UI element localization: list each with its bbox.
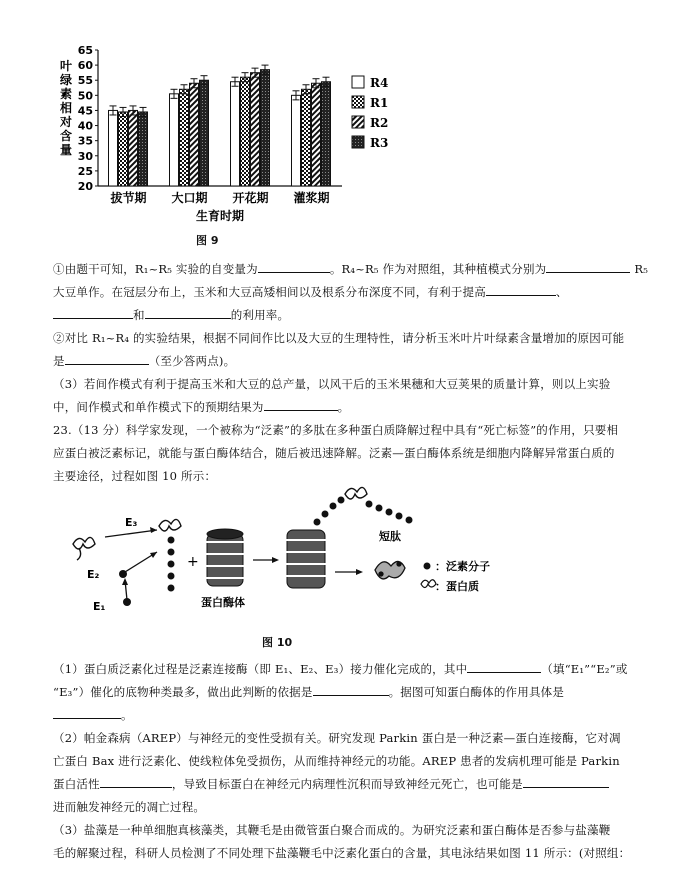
bar-r2-3 <box>312 83 321 186</box>
bar-r4-2 <box>231 82 240 186</box>
y-tick-label: 55 <box>77 74 93 88</box>
text: 。 <box>121 708 133 722</box>
text: ①由题干可知，R₁~R₅ 实验的自变量为 <box>53 262 258 276</box>
legend-label: R4 <box>370 76 389 90</box>
y-tick-label: 60 <box>77 59 93 73</box>
q23-1-line-1 <box>53 658 665 681</box>
e2-label: E₂ <box>87 568 100 581</box>
e3-arrow <box>105 530 157 537</box>
answer-blank[interactable] <box>258 260 330 273</box>
q22-line-2 <box>53 281 665 304</box>
bar-r3-0 <box>139 112 148 186</box>
answer-blank[interactable] <box>313 683 389 696</box>
q22-line-4: ②对比 R₁~R₄ 的实验结果，根据不同间作比以及大豆的生理特性，请分析玉米叶片叶绿素含量增加的原因可能 <box>53 331 625 345</box>
figure-10-caption: 图 10 <box>262 636 293 649</box>
answer-blank[interactable] <box>100 775 172 788</box>
x-category-label: 大口期 <box>171 191 208 205</box>
q22-line-5 <box>53 350 665 373</box>
q23-intro-2: 应蛋白被泛素标记，就能与蛋白酶体结合，随后被迅速降解。泛素—蛋白酶体系统是细胞内降解异常蛋白质的 <box>53 446 615 460</box>
legend-ubiquitin: ：泛素分子 <box>435 560 490 573</box>
text: 。R₄~R₅ 作为对照组，其种植模式分别为 <box>329 262 547 276</box>
bar-r1-3 <box>302 89 311 186</box>
text: （填“E₁”“E₂”或 <box>541 662 628 676</box>
q23-1-line-3 <box>53 704 665 727</box>
x-category-label: 拔节期 <box>110 191 147 205</box>
text: 的利用率。 <box>230 308 290 322</box>
q23-2-line-1: （2）帕金森病（AREP）与神经元的变性受损有关。研究发现 Parkin 蛋白是一种泛素—蛋白连接酶，它对凋 <box>53 731 621 745</box>
y-axis-label-char: 素 <box>59 87 73 101</box>
legend-label: R3 <box>370 136 389 150</box>
text: R₅ <box>634 262 649 276</box>
answer-blank[interactable] <box>523 775 609 788</box>
bar-r1-0 <box>119 112 128 186</box>
answer-blank[interactable] <box>53 706 121 719</box>
y-tick-label: 25 <box>77 164 93 178</box>
q23-3-line-2: 毛的解聚过程，科研人员检测了不同处理下盐藻鞭毛中泛素化蛋白的含量，其电泳结果如图 11 所示：(对照组： <box>53 846 631 860</box>
q23-2-line-4: 进而触发神经元的凋亡过程。 <box>53 800 206 814</box>
protein-icon-left <box>73 537 95 560</box>
bar-r2-1 <box>190 83 199 186</box>
answer-blank[interactable] <box>467 660 541 673</box>
y-tick-label: 40 <box>77 119 93 133</box>
bar-r1-2 <box>241 77 250 186</box>
text: （至少答两点)。 <box>148 354 236 368</box>
y-tick-label: 45 <box>77 104 93 118</box>
text: （1）蛋白质泛素化过程是泛素连接酶（即 E₁、E₂、E₃）接力催化完成的，其中 <box>53 662 468 676</box>
q23-2-line-2: 亡蛋白 Bax 进行泛素化、使线粒体免受损伤，从而维持神经元的功能。AREP 患者的发病机理可能是 Parkin <box>53 754 620 768</box>
legend-label: R1 <box>370 96 389 110</box>
text: 。 <box>337 400 350 414</box>
proteasome-label: 蛋白酶体 <box>201 596 245 609</box>
legend-protein-icon <box>421 580 436 588</box>
legend-swatch-r1 <box>352 96 364 108</box>
bar-r2-0 <box>129 110 138 186</box>
y-axis-label-char: 相 <box>59 101 73 115</box>
y-tick-label: 65 <box>77 44 93 57</box>
q23-3-line-1: （3）盐藻是一种单细胞真核藻类，其鞭毛是由微管蛋白聚合而成的。为研究泛素和蛋白酶体是否参与盐藻鞭 <box>53 823 611 837</box>
bar-r3-3 <box>322 82 331 186</box>
text: 和 <box>133 308 145 322</box>
proteasome-icon <box>205 529 245 586</box>
y-axis-label-char: 对 <box>59 115 73 129</box>
ubiquitin-proteasome-diagram <box>55 482 535 632</box>
text: 蛋白活性 <box>53 777 100 791</box>
answer-blank[interactable] <box>486 283 556 296</box>
bar-r4-1 <box>170 94 179 186</box>
y-axis-label-char: 绿 <box>59 73 73 87</box>
text: 大豆单作。在冠层分布上，玉米和大豆高矮相间以及根系分布深度不同，有利于提高 <box>53 285 486 299</box>
q22-line-1 <box>53 258 665 281</box>
x-category-label: 灌浆期 <box>293 191 330 205</box>
y-axis-label-char: 量 <box>59 143 73 157</box>
text: “E₃”）催化的底物种类最多，做出此判断的依据是 <box>53 685 313 699</box>
bar-r2-2 <box>251 73 260 186</box>
q22-line-7 <box>53 396 665 419</box>
legend-ubiquitin-dot <box>424 563 431 570</box>
plus-sign: + <box>187 554 199 570</box>
x-category-label: 开花期 <box>232 191 269 205</box>
y-axis-label-char: 含 <box>59 129 73 143</box>
q23-2-line-3 <box>53 773 665 796</box>
e3-label: E₃ <box>125 516 138 529</box>
text: 。据图可知蛋白酶体的作用具体是 <box>388 685 565 699</box>
bar-r1-1 <box>180 89 189 186</box>
y-axis-label-char: 叶 <box>59 59 73 73</box>
text: 、 <box>555 285 568 299</box>
y-tick-label: 20 <box>77 180 93 193</box>
bar-r3-1 <box>200 80 209 186</box>
answer-blank[interactable] <box>65 352 149 365</box>
q23-intro-1: 23.（13 分）科学家发现，一个被称为“泛素”的多肽在多种蛋白质降解过程中具有“死亡标签”的作用，只要相 <box>53 423 619 437</box>
y-tick-label: 35 <box>77 134 93 148</box>
bar-r3-2 <box>261 70 270 186</box>
short-peptide-label: 短肽 <box>379 530 401 543</box>
q22-line-6: （3）若间作模式有利于提高玉米和大豆的总产量，以风干后的玉米果穗和大豆荚果的质量计算，则以上实验 <box>53 377 611 391</box>
ubiquitinated-protein <box>159 519 181 591</box>
bar-r4-0 <box>109 110 118 186</box>
answer-blank[interactable] <box>264 398 338 411</box>
text: ，导致目标蛋白在神经元内病理性沉积而导致神经元死亡，也可能是 <box>171 777 523 791</box>
y-tick-label: 50 <box>77 89 93 103</box>
answer-blank[interactable] <box>145 306 231 319</box>
legend-label: R2 <box>370 116 389 130</box>
x-axis-label: 生育时期 <box>195 209 245 223</box>
answer-blank[interactable] <box>546 260 630 273</box>
bar-r4-3 <box>292 95 301 186</box>
q22-line-3 <box>53 304 665 327</box>
short-peptide-icon <box>375 561 405 578</box>
q23-1-line-2 <box>53 681 665 704</box>
y-tick-label: 30 <box>77 149 93 163</box>
figure-9-caption: 图 9 <box>196 234 219 247</box>
e1-label: E₁ <box>93 600 106 613</box>
answer-blank[interactable] <box>53 306 133 319</box>
q23-intro-3: 主要途径，过程如图 10 所示： <box>53 469 217 483</box>
text: 中，间作模式和单作模式下的预期结果为 <box>53 400 264 414</box>
chlorophyll-bar-chart <box>52 40 402 250</box>
legend-protein: ：蛋白质 <box>435 580 479 593</box>
text: 是 <box>53 354 65 368</box>
legend-swatch-r3 <box>352 136 364 148</box>
legend-swatch-r2 <box>352 116 364 128</box>
legend-swatch-r4 <box>352 76 364 88</box>
